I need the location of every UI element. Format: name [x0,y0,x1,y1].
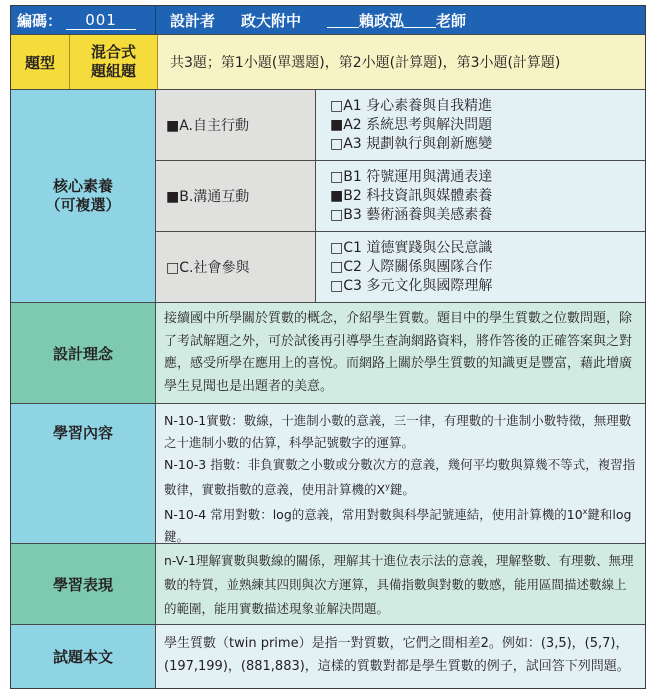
learning-performance-label: 學習表現 [11,544,156,624]
design-philosophy-row [11,302,645,403]
learning-performance-row [11,543,645,624]
question-text-label: 試題本文 [11,625,156,688]
type-line-2: 題組題 [90,62,136,80]
designer-label: 設計者 [170,11,216,30]
checkbox-c2[interactable]: □C2 人際關係與團隊合作 [330,258,493,275]
question-type-row [11,34,645,89]
school-name: 政大附中 [241,11,302,30]
header-bar [11,6,645,34]
content-item-n-10-3: N-10-3 指數：非負實數之小數或分數次方的意義，幾何平均數與算幾不等式，複習指數律，實數指數的意義，使用計算機的$X^y$鍵。 [164,457,636,498]
question-type-value [70,35,158,89]
core-competency-label [11,90,156,302]
checkbox-a1[interactable]: □A1 身心素養與自我精進 [330,97,493,114]
teacher-name: 賴政泓 [359,11,405,30]
core-competency-grid [156,90,645,302]
subitems-b [316,161,645,231]
checkbox-c1[interactable]: □C1 道德實踐與公民意識 [330,239,493,256]
subitems-c [316,232,645,302]
checkbox-c3[interactable]: □C3 多元文化與國際理解 [330,277,493,294]
checkbox-b1[interactable]: □B1 符號運用與溝通表達 [330,168,493,185]
learning-content-row [11,403,645,543]
content-item-n-10-4: N-10-4 常用對數：log的意義，常用對數與科學記號連結，使用計算機的10$^x$鍵和log鍵。 [164,507,632,545]
question-type-label: 題型 [11,35,70,89]
question-text-body: 學生質數（twin prime）是指一對質數，它們之間相差2。例如：(3,5)，(5,7)，(197,199)，(881,883)，這樣的質數對都是學生質數的例子，試回答下列問題。 [156,625,645,688]
category-a-checkbox[interactable]: ■A.自主行動 [156,90,316,160]
design-philosophy-text: 接續國中所學關於質數的概念，介紹學生質數。題目中的學生質數之位數問題，除了考試解題之外，可於試後再引導學生查詢網路資料，將作答後的正確答案與之對應，感受所學在應用上的喜悅。而網路上關於學生質數的知識更是豐富，藉此增廣學生見聞也是出題者的美意。 [156,303,645,403]
competency-group-b [156,160,645,231]
question-design-form [10,5,646,689]
teacher-suffix: 老師 [436,11,467,30]
checkbox-a2[interactable]: ■A2 系統思考與解決問題 [330,116,493,133]
content-item-n-10-1: N-10-1實數：數線，十進制小數的意義，三一律，有理數的十進制小數特徵，無理數之十進制小數的估算，科學記號數字的運算。 [164,413,632,450]
blank-line [404,13,436,28]
code-value: 001 [66,11,136,30]
learning-content-text [156,404,645,543]
competency-group-a [156,90,645,160]
question-type-description: 共3題；第1小題(單選題)，第2小題(計算題)，第3小題(計算題) [170,55,561,71]
design-philosophy-label: 設計理念 [11,303,156,403]
core-label-line-2: （可複選） [45,196,121,214]
learning-content-label: 學習內容 [11,404,156,543]
category-b-checkbox[interactable]: ■B.溝通互動 [156,161,316,231]
code-label: 編碼： [17,11,63,30]
core-competency-row [11,89,645,302]
category-c-checkbox[interactable]: □C.社會參與 [156,232,316,302]
type-line-1: 混合式 [90,43,136,61]
code-field [11,6,156,34]
checkbox-b2[interactable]: ■B2 科技資訊與媒體素養 [330,187,493,204]
core-label-line-1: 核心素養 [52,177,113,195]
checkbox-a3[interactable]: □A3 規劃執行與創新應變 [330,135,493,152]
checkbox-b3[interactable]: □B3 藝術涵養與美感素養 [330,206,493,223]
competency-group-c [156,231,645,302]
subitems-a [316,90,645,160]
blank-line [327,13,359,28]
question-text-row [11,624,645,688]
designer-info [156,10,466,31]
learning-performance-text: n-V-1理解實數與數線的關係，理解其十進位表示法的意義，理解整數、有理數、無理數的特質，並熟練其四則與次方運算，具備指數與對數的數感，能用區間描述數線上的範圍，能用實數描述現象並解決問題。 [156,544,645,624]
teacher-field [327,10,466,31]
